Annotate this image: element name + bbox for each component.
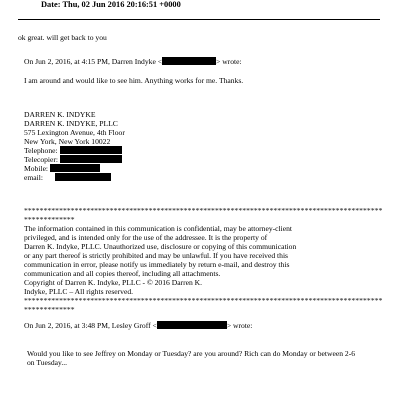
quote1-intro: [24, 57, 242, 66]
telecopier-label: Telecopier:: [24, 155, 59, 164]
signature-mobile: [24, 164, 100, 173]
disclaimer-line: Indyke, PLLC – All rights reserved.: [24, 287, 134, 296]
signature-address-2: New York, New York 10022: [24, 137, 111, 146]
quote2-intro-before: On Jun 2, 2016, at 3:48 PM, Lesley Groff <: [24, 321, 157, 330]
signature-address-1: 575 Lexington Avenue, 4th Floor: [24, 128, 125, 137]
quote2-line-2: on Tuesday...: [27, 358, 68, 367]
disclaimer-line: privileged, and is intended only for the use of the addressee. It is the property of: [24, 233, 268, 242]
mobile-label: Mobile:: [24, 164, 49, 173]
signature-name: DARREN K. INDYKE: [24, 110, 96, 119]
quote1-text: I am around and would like to see him. Anything works for me. Thanks.: [24, 76, 244, 85]
quote2-intro-after: > wrote:: [226, 321, 253, 330]
disclaimer-stars-bottom: ********************************************************************************************: [24, 296, 383, 305]
disclaimer-line: communication and all copies thereof, including all attachments.: [24, 269, 221, 278]
disclaimer-line: The information contained in this communication is confidential, may be attorney-client: [24, 224, 293, 233]
signature-firm: DARREN K. INDYKE, PLLC: [24, 119, 118, 128]
disclaimer-body: [24, 224, 384, 296]
signature-email: [24, 173, 111, 182]
disclaimer-line: Darren K. Indyke, PLLC. Unauthorized use, disclosure or copying of this communication: [24, 242, 297, 251]
signature-telephone: [24, 146, 122, 155]
quote2-intro: [24, 321, 252, 330]
redacted-email-block-2: [157, 321, 227, 329]
disclaimer-stars-bottom-2: *************: [24, 305, 75, 314]
disclaimer-stars-top-2: *************: [24, 215, 75, 224]
email-label: email:: [24, 173, 43, 182]
disclaimer-line: communication in error, please notify us immediately by return e-mail, and destroy this: [24, 260, 290, 269]
quote1-intro-before: On Jun 2, 2016, at 4:15 PM, Darren Indyke <: [24, 57, 163, 66]
disclaimer-stars-top: ********************************************************************************************: [24, 206, 383, 215]
redacted-telephone-block: [60, 146, 122, 154]
reply-text: ok great. will get back to you: [18, 33, 107, 42]
quote1-intro-after: > wrote:: [216, 57, 242, 66]
redacted-email-address-block: [55, 173, 111, 181]
telephone-label: Telephone:: [24, 146, 58, 155]
header-divider: [18, 19, 380, 20]
disclaimer-line: or any part thereof is strictly prohibited and may be unlawful. If you have received this: [24, 251, 289, 260]
disclaimer-line: Copyright of Darren K. Indyke, PLLC - © 2016 Darren K.: [24, 278, 203, 287]
redacted-mobile-block: [50, 164, 100, 172]
email-date-header: Date: Thu, 02 Jun 2016 20:16:51 +0000: [41, 0, 181, 9]
redacted-telecopier-block: [60, 155, 122, 163]
redacted-email-block: [162, 57, 216, 65]
signature-telecopier: [24, 155, 122, 164]
quote2-line-1: Would you like to see Jeffrey on Monday or Tuesday? are you around? Rich can do Monday or between 2-6: [27, 349, 356, 358]
